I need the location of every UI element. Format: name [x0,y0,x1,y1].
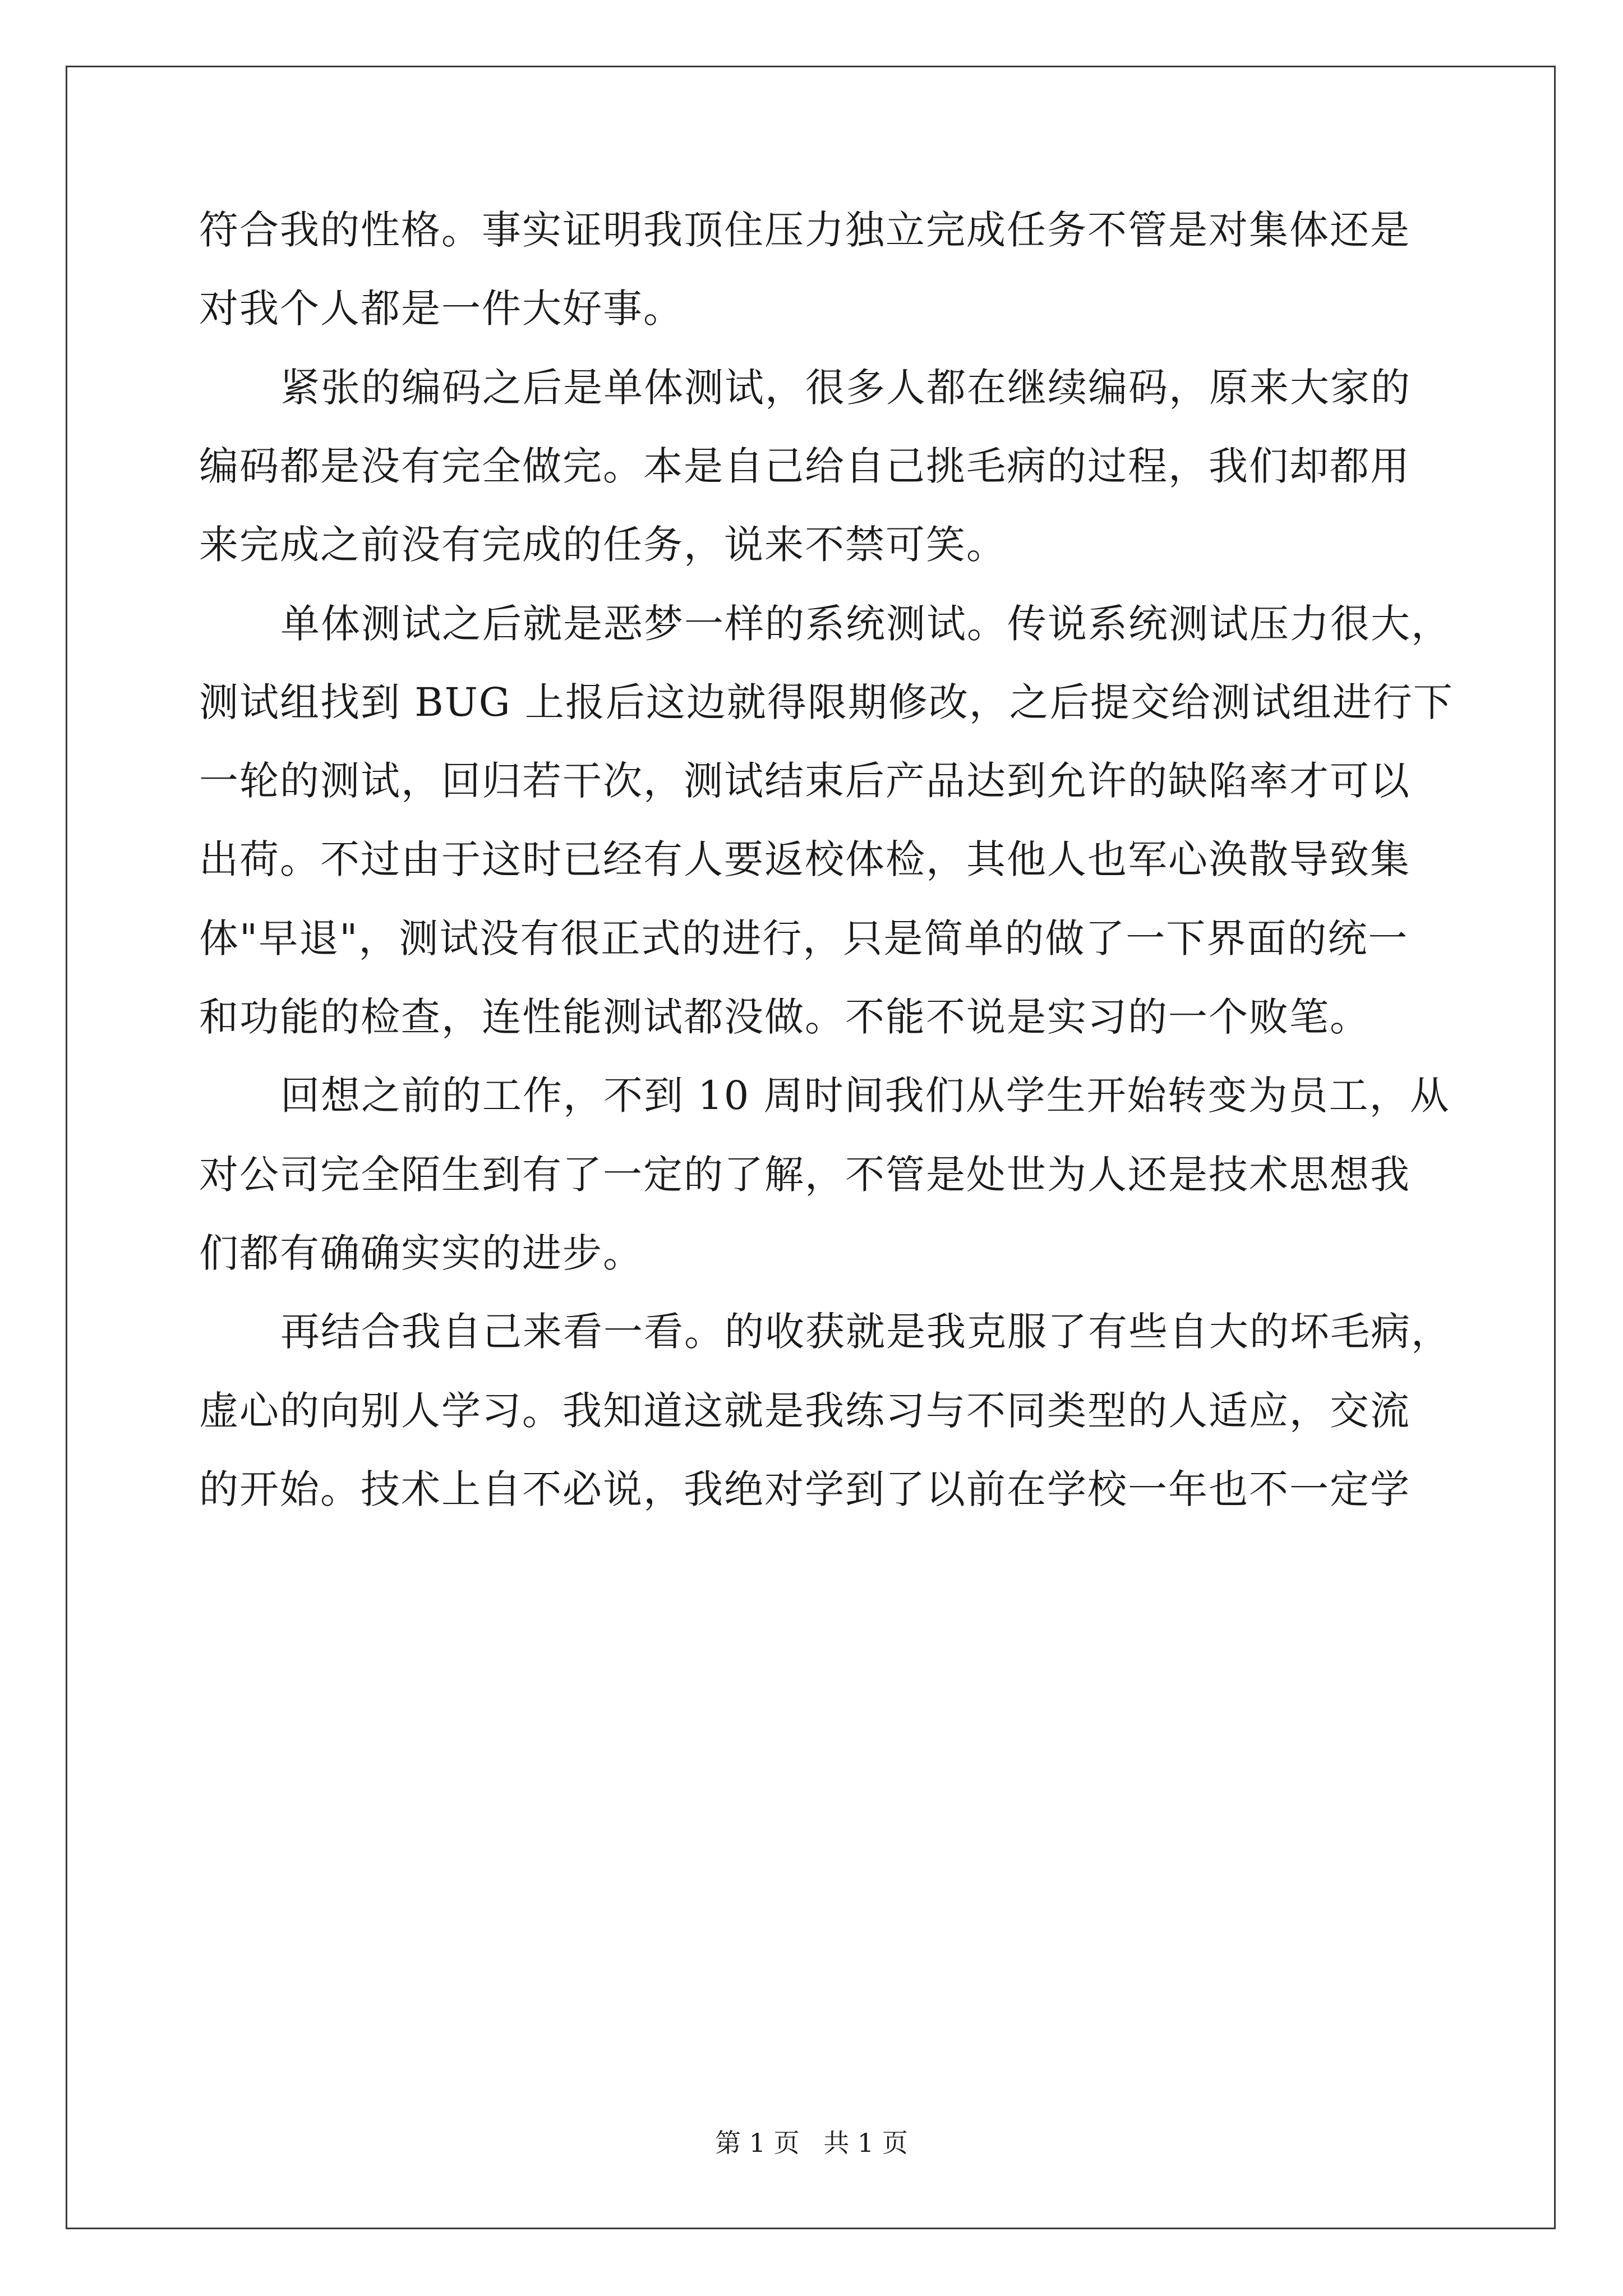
text-line: 对公司完全陌生到有了一定的了解，不管是处世为人还是技术思想我 [199,1152,1410,1198]
text-line: 一轮的测试，回归若干次，测试结束后产品达到允许的缺陷率才可以 [199,758,1410,804]
text-line: 来完成之前没有完成的任务，说来不禁可笑。 [199,522,1007,568]
text-line: 的开始。技术上自不必说，我绝对学到了以前在学校一年也不一定学 [199,1466,1410,1512]
text-line: 和功能的检查，连性能测试都没做。不能不说是实习的一个败笔。 [199,994,1370,1040]
text-line: 虚心的向别人学习。我知道这就是我练习与不同类型的人适应，交流 [199,1388,1410,1434]
page-total: 共 1 页 [823,2128,908,2158]
text-line: 符合我的性格。事实证明我顶住压力独立完成任务不管是对集体还是 [199,207,1410,253]
text-line: 出荷。不过由于这时已经有人要返校体检，其他人也军心涣散导致集 [199,836,1410,882]
text-line: 对我个人都是一件大好事。 [199,286,684,332]
text-line: 编码都是没有完全做完。本是自己给自己挑毛病的过程，我们却都用 [199,443,1410,489]
text-line: 再结合我自己来看一看。的收获就是我克服了有些自大的坏毛病， [280,1309,1451,1355]
text-line: 紧张的编码之后是单体测试，很多人都在继续编码，原来大家的 [280,365,1411,411]
text-line: 测试组找到 BUG 上报后这边就得限期修改，之后提交给测试组进行下 [199,679,1454,725]
page-footer [0,2126,1623,2160]
text-line: 们都有确确实实的进步。 [199,1230,643,1276]
text-line: 体"早退"，测试没有很正式的进行，只是简单的做了一下界面的统一 [199,915,1409,961]
text-line: 回想之前的工作，不到 10 周时间我们从学生开始转变为员工，从 [280,1073,1450,1119]
page-number: 第 1 页 [715,2128,800,2158]
text-line: 单体测试之后就是恶梦一样的系统测试。传说系统测试压力很大， [280,601,1451,647]
